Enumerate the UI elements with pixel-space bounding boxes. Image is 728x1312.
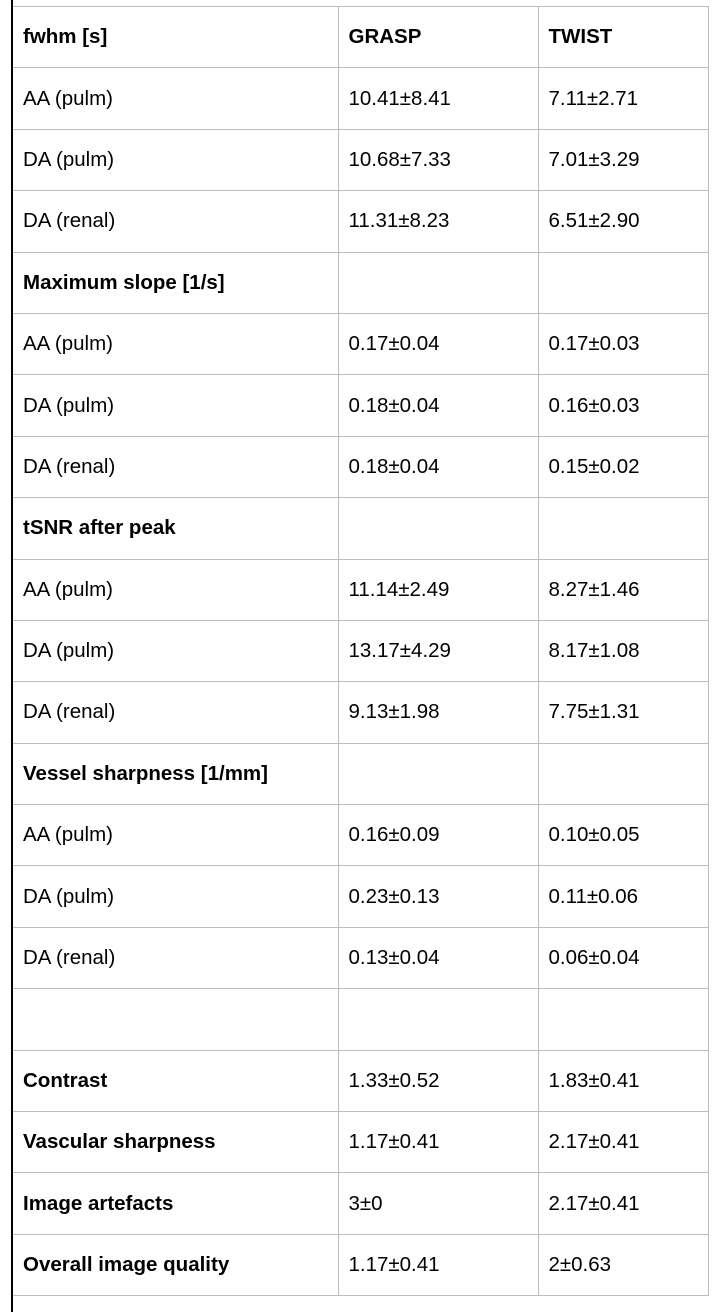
row-label-cell: AA (pulm) (13, 559, 338, 620)
row-label-cell (13, 989, 338, 1050)
grasp-value-cell: 11.31±8.23 (338, 191, 538, 252)
row-label-cell: AA (pulm) (13, 68, 338, 129)
table-row (13, 313, 708, 374)
grasp-value-cell: 1.17±0.41 (338, 1234, 538, 1295)
results-table (13, 6, 709, 1296)
twist-value-cell: 2.17±0.41 (538, 1112, 708, 1173)
twist-value-cell: 2±0.63 (538, 1234, 708, 1295)
grasp-value-cell: 0.18±0.04 (338, 375, 538, 436)
row-label-cell: DA (renal) (13, 191, 338, 252)
table-row (13, 375, 708, 436)
table-row (13, 927, 708, 988)
grasp-value-cell: 10.41±8.41 (338, 68, 538, 129)
section-header-row (13, 498, 708, 559)
section-header-row (13, 743, 708, 804)
row-label-cell: DA (pulm) (13, 866, 338, 927)
grasp-value-cell: 0.13±0.04 (338, 927, 538, 988)
table-row (13, 1173, 708, 1234)
twist-value-cell: 0.16±0.03 (538, 375, 708, 436)
header-cell-twist: TWIST (538, 7, 708, 68)
row-label-cell: tSNR after peak (13, 498, 338, 559)
table-row (13, 1112, 708, 1173)
twist-value-cell (538, 743, 708, 804)
row-label-cell: DA (pulm) (13, 620, 338, 681)
grasp-value-cell: 0.16±0.09 (338, 805, 538, 866)
twist-value-cell: 8.27±1.46 (538, 559, 708, 620)
table-row (13, 436, 708, 497)
row-label-cell: AA (pulm) (13, 313, 338, 374)
twist-value-cell (538, 989, 708, 1050)
table-row (13, 682, 708, 743)
row-label-cell: DA (renal) (13, 927, 338, 988)
twist-value-cell: 2.17±0.41 (538, 1173, 708, 1234)
grasp-value-cell: 0.23±0.13 (338, 866, 538, 927)
section-header-row (13, 252, 708, 313)
grasp-value-cell: 1.17±0.41 (338, 1112, 538, 1173)
twist-value-cell: 0.06±0.04 (538, 927, 708, 988)
twist-value-cell: 1.83±0.41 (538, 1050, 708, 1111)
table-row (13, 559, 708, 620)
twist-value-cell (538, 498, 708, 559)
grasp-value-cell: 1.33±0.52 (338, 1050, 538, 1111)
table-row (13, 1050, 708, 1111)
table-row (13, 1234, 708, 1295)
twist-value-cell (538, 252, 708, 313)
grasp-value-cell: 11.14±2.49 (338, 559, 538, 620)
row-label-cell: DA (pulm) (13, 129, 338, 190)
grasp-value-cell: 13.17±4.29 (338, 620, 538, 681)
grasp-value-cell (338, 252, 538, 313)
row-label-cell: AA (pulm) (13, 805, 338, 866)
row-label-cell: DA (renal) (13, 436, 338, 497)
table-row (13, 866, 708, 927)
row-label-cell: Overall image quality (13, 1234, 338, 1295)
grasp-value-cell (338, 989, 538, 1050)
grasp-value-cell: 10.68±7.33 (338, 129, 538, 190)
grasp-value-cell: 0.18±0.04 (338, 436, 538, 497)
table-row (13, 805, 708, 866)
twist-value-cell: 7.11±2.71 (538, 68, 708, 129)
grasp-value-cell: 3±0 (338, 1173, 538, 1234)
table-row (13, 989, 708, 1050)
twist-value-cell: 7.01±3.29 (538, 129, 708, 190)
row-label-cell: DA (renal) (13, 682, 338, 743)
table-row (13, 129, 708, 190)
row-label-cell: Contrast (13, 1050, 338, 1111)
table-row (13, 68, 708, 129)
grasp-value-cell (338, 743, 538, 804)
twist-value-cell: 8.17±1.08 (538, 620, 708, 681)
twist-value-cell: 0.10±0.05 (538, 805, 708, 866)
row-label-cell: Vascular sharpness (13, 1112, 338, 1173)
row-label-cell: Maximum slope [1/s] (13, 252, 338, 313)
row-label-cell: Image artefacts (13, 1173, 338, 1234)
twist-value-cell: 0.11±0.06 (538, 866, 708, 927)
header-cell-metric: fwhm [s] (13, 7, 338, 68)
twist-value-cell: 0.17±0.03 (538, 313, 708, 374)
row-label-cell: Vessel sharpness [1/mm] (13, 743, 338, 804)
twist-value-cell: 0.15±0.02 (538, 436, 708, 497)
table-header-row (13, 7, 708, 68)
grasp-value-cell: 0.17±0.04 (338, 313, 538, 374)
results-table-body (13, 7, 708, 1296)
twist-value-cell: 7.75±1.31 (538, 682, 708, 743)
twist-value-cell: 6.51±2.90 (538, 191, 708, 252)
header-cell-grasp: GRASP (338, 7, 538, 68)
table-row (13, 620, 708, 681)
table-row (13, 191, 708, 252)
row-label-cell: DA (pulm) (13, 375, 338, 436)
grasp-value-cell (338, 498, 538, 559)
grasp-value-cell: 9.13±1.98 (338, 682, 538, 743)
